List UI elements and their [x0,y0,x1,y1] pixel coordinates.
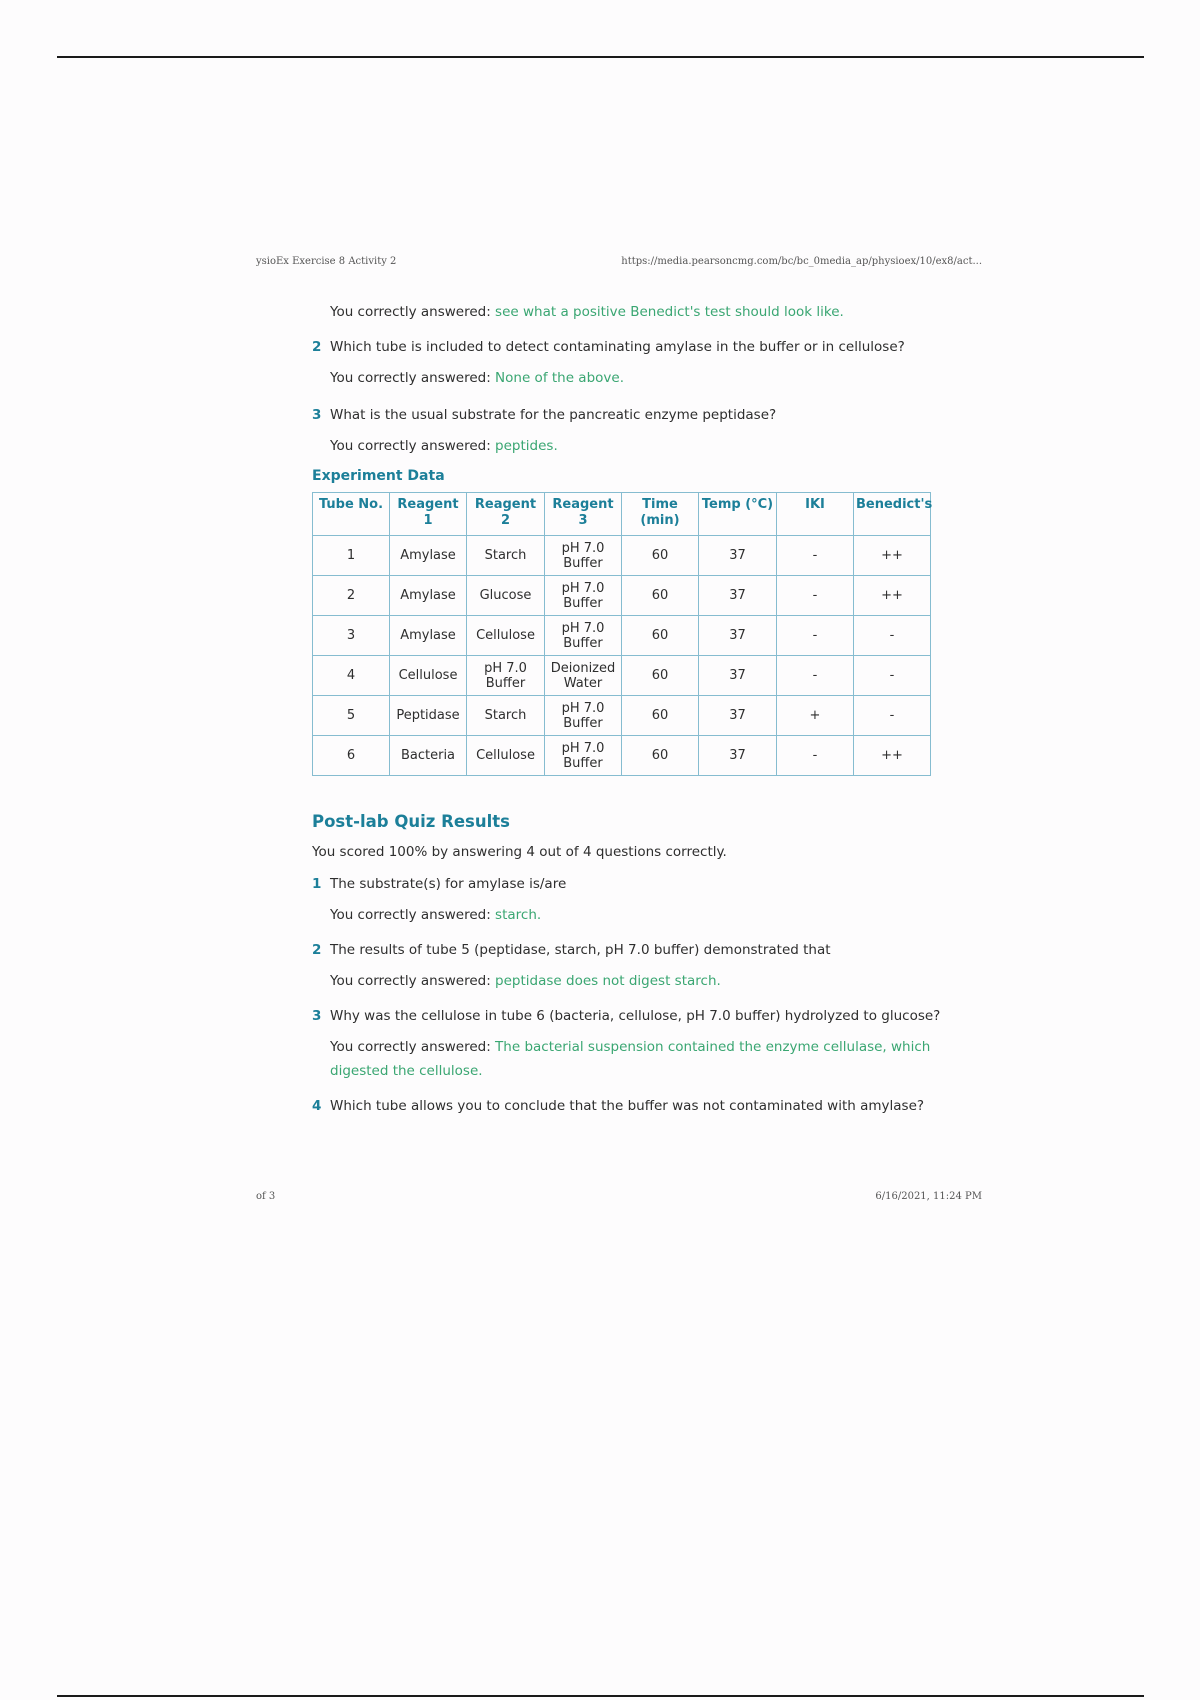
table-cell: pH 7.0 Buffer [545,576,622,616]
answer-text: None of the above. [495,370,624,386]
table-cell: 60 [622,616,699,656]
column-header: Benedict's [854,493,931,536]
table-cell: Starch [467,536,545,576]
answer-prefix: You correctly answered: [330,370,491,386]
table-cell: 4 [313,656,390,696]
question-item [312,873,952,895]
table-cell: 3 [313,616,390,656]
table-cell: 37 [699,536,777,576]
table-row [313,656,931,696]
table-row [313,536,931,576]
question-text: Which tube allows you to conclude that the buffer was not contaminated with amylase? [330,1098,925,1114]
experiment-data-table [312,492,931,776]
answer-block [330,903,952,927]
table-cell: Starch [467,696,545,736]
answer-block [330,366,952,390]
table-cell: 5 [313,696,390,736]
table-cell: pH 7.0 Buffer [545,736,622,776]
table-cell: + [777,696,854,736]
score-text: You scored 100% by answering 4 out of 4 questions correctly. [312,844,727,860]
table-cell: 37 [699,576,777,616]
answer-block [330,300,952,324]
column-header: Reagent 1 [390,493,467,536]
answer-prefix: You correctly answered: [330,907,491,923]
answer-prefix: You correctly answered: [330,438,491,454]
answer-block [330,969,952,993]
table-cell: Amylase [390,616,467,656]
print-footer [256,1191,982,1202]
table-cell: 37 [699,656,777,696]
bottom-rule [57,1695,1144,1697]
column-header: Reagent 3 [545,493,622,536]
answer-text: peptides. [495,438,558,454]
table-cell: - [777,656,854,696]
table-cell: - [854,656,931,696]
table-cell: ++ [854,536,931,576]
question-number: 2 [312,339,322,355]
table-cell: ++ [854,736,931,776]
print-header-title: ysioEx Exercise 8 Activity 2 [256,256,397,267]
table-cell: - [777,536,854,576]
table-cell: - [854,696,931,736]
question-item [312,939,952,961]
table-row [313,576,931,616]
table-cell: Glucose [467,576,545,616]
table-row [313,616,931,656]
column-header: IKI [777,493,854,536]
question-text: The results of tube 5 (peptidase, starch, pH 7.0 buffer) demonstrated that [330,942,831,958]
column-header: Reagent 2 [467,493,545,536]
experiment-data-heading: Experiment Data [312,468,445,484]
table-cell: Peptidase [390,696,467,736]
question-number: 1 [312,876,322,892]
page-count: of 3 [256,1191,276,1202]
table-cell: pH 7.0 Buffer [545,696,622,736]
table-cell: 60 [622,576,699,616]
print-header-url: https://media.pearsoncmg.com/bc/bc_0media_ap/physioex/10/ex8/act... [621,256,982,267]
table-cell: pH 7.0 Buffer [545,616,622,656]
question-text: Which tube is included to detect contaminating amylase in the buffer or in cellulose? [330,339,905,355]
table-cell: Amylase [390,536,467,576]
table-header-row [313,493,931,536]
postlab-heading: Post-lab Quiz Results [312,812,510,831]
page-content [312,300,952,1117]
table-row [313,696,931,736]
question-item [312,336,952,358]
table-cell: 60 [622,736,699,776]
answer-text: The bacterial suspension contained the enzyme cellulase, which digested the cellulose. [330,1039,931,1079]
question-number: 3 [312,407,322,423]
table-cell: Amylase [390,576,467,616]
answer-block [330,1035,952,1083]
table-cell: 2 [313,576,390,616]
column-header: Temp (°C) [699,493,777,536]
print-header [256,256,982,267]
table-cell: pH 7.0 Buffer [467,656,545,696]
table-cell: Cellulose [390,656,467,696]
table-cell: 1 [313,536,390,576]
table-cell: - [777,736,854,776]
column-header: Tube No. [313,493,390,536]
table-cell: - [777,616,854,656]
question-text: What is the usual substrate for the pancreatic enzyme peptidase? [330,407,777,423]
answer-text: peptidase does not digest starch. [495,973,721,989]
table-cell: - [777,576,854,616]
question-number: 2 [312,942,322,958]
answer-block [330,434,952,458]
answer-prefix: You correctly answered: [330,304,491,320]
answer-prefix: You correctly answered: [330,1039,491,1055]
top-rule [57,56,1144,58]
table-cell: Cellulose [467,616,545,656]
question-number: 4 [312,1098,322,1114]
table-cell: pH 7.0 Buffer [545,536,622,576]
answer-prefix: You correctly answered: [330,973,491,989]
table-cell: Deionized Water [545,656,622,696]
table-cell: 60 [622,656,699,696]
print-timestamp: 6/16/2021, 11:24 PM [875,1191,982,1202]
question-text: The substrate(s) for amylase is/are [330,876,567,892]
table-cell: Bacteria [390,736,467,776]
table-cell: 60 [622,696,699,736]
question-item [312,1095,952,1117]
answer-text: see what a positive Benedict's test should look like. [495,304,844,320]
table-row [313,736,931,776]
table-cell: 37 [699,696,777,736]
question-number: 3 [312,1008,322,1024]
table-cell: 60 [622,536,699,576]
column-header: Time (min) [622,493,699,536]
table-cell: 6 [313,736,390,776]
answer-text: starch. [495,907,542,923]
question-item [312,404,952,426]
table-cell: - [854,616,931,656]
question-text: Why was the cellulose in tube 6 (bacteria, cellulose, pH 7.0 buffer) hydrolyzed to glucose? [330,1008,941,1024]
question-item [312,1005,952,1027]
table-cell: 37 [699,616,777,656]
table-cell: Cellulose [467,736,545,776]
table-cell: ++ [854,576,931,616]
table-cell: 37 [699,736,777,776]
